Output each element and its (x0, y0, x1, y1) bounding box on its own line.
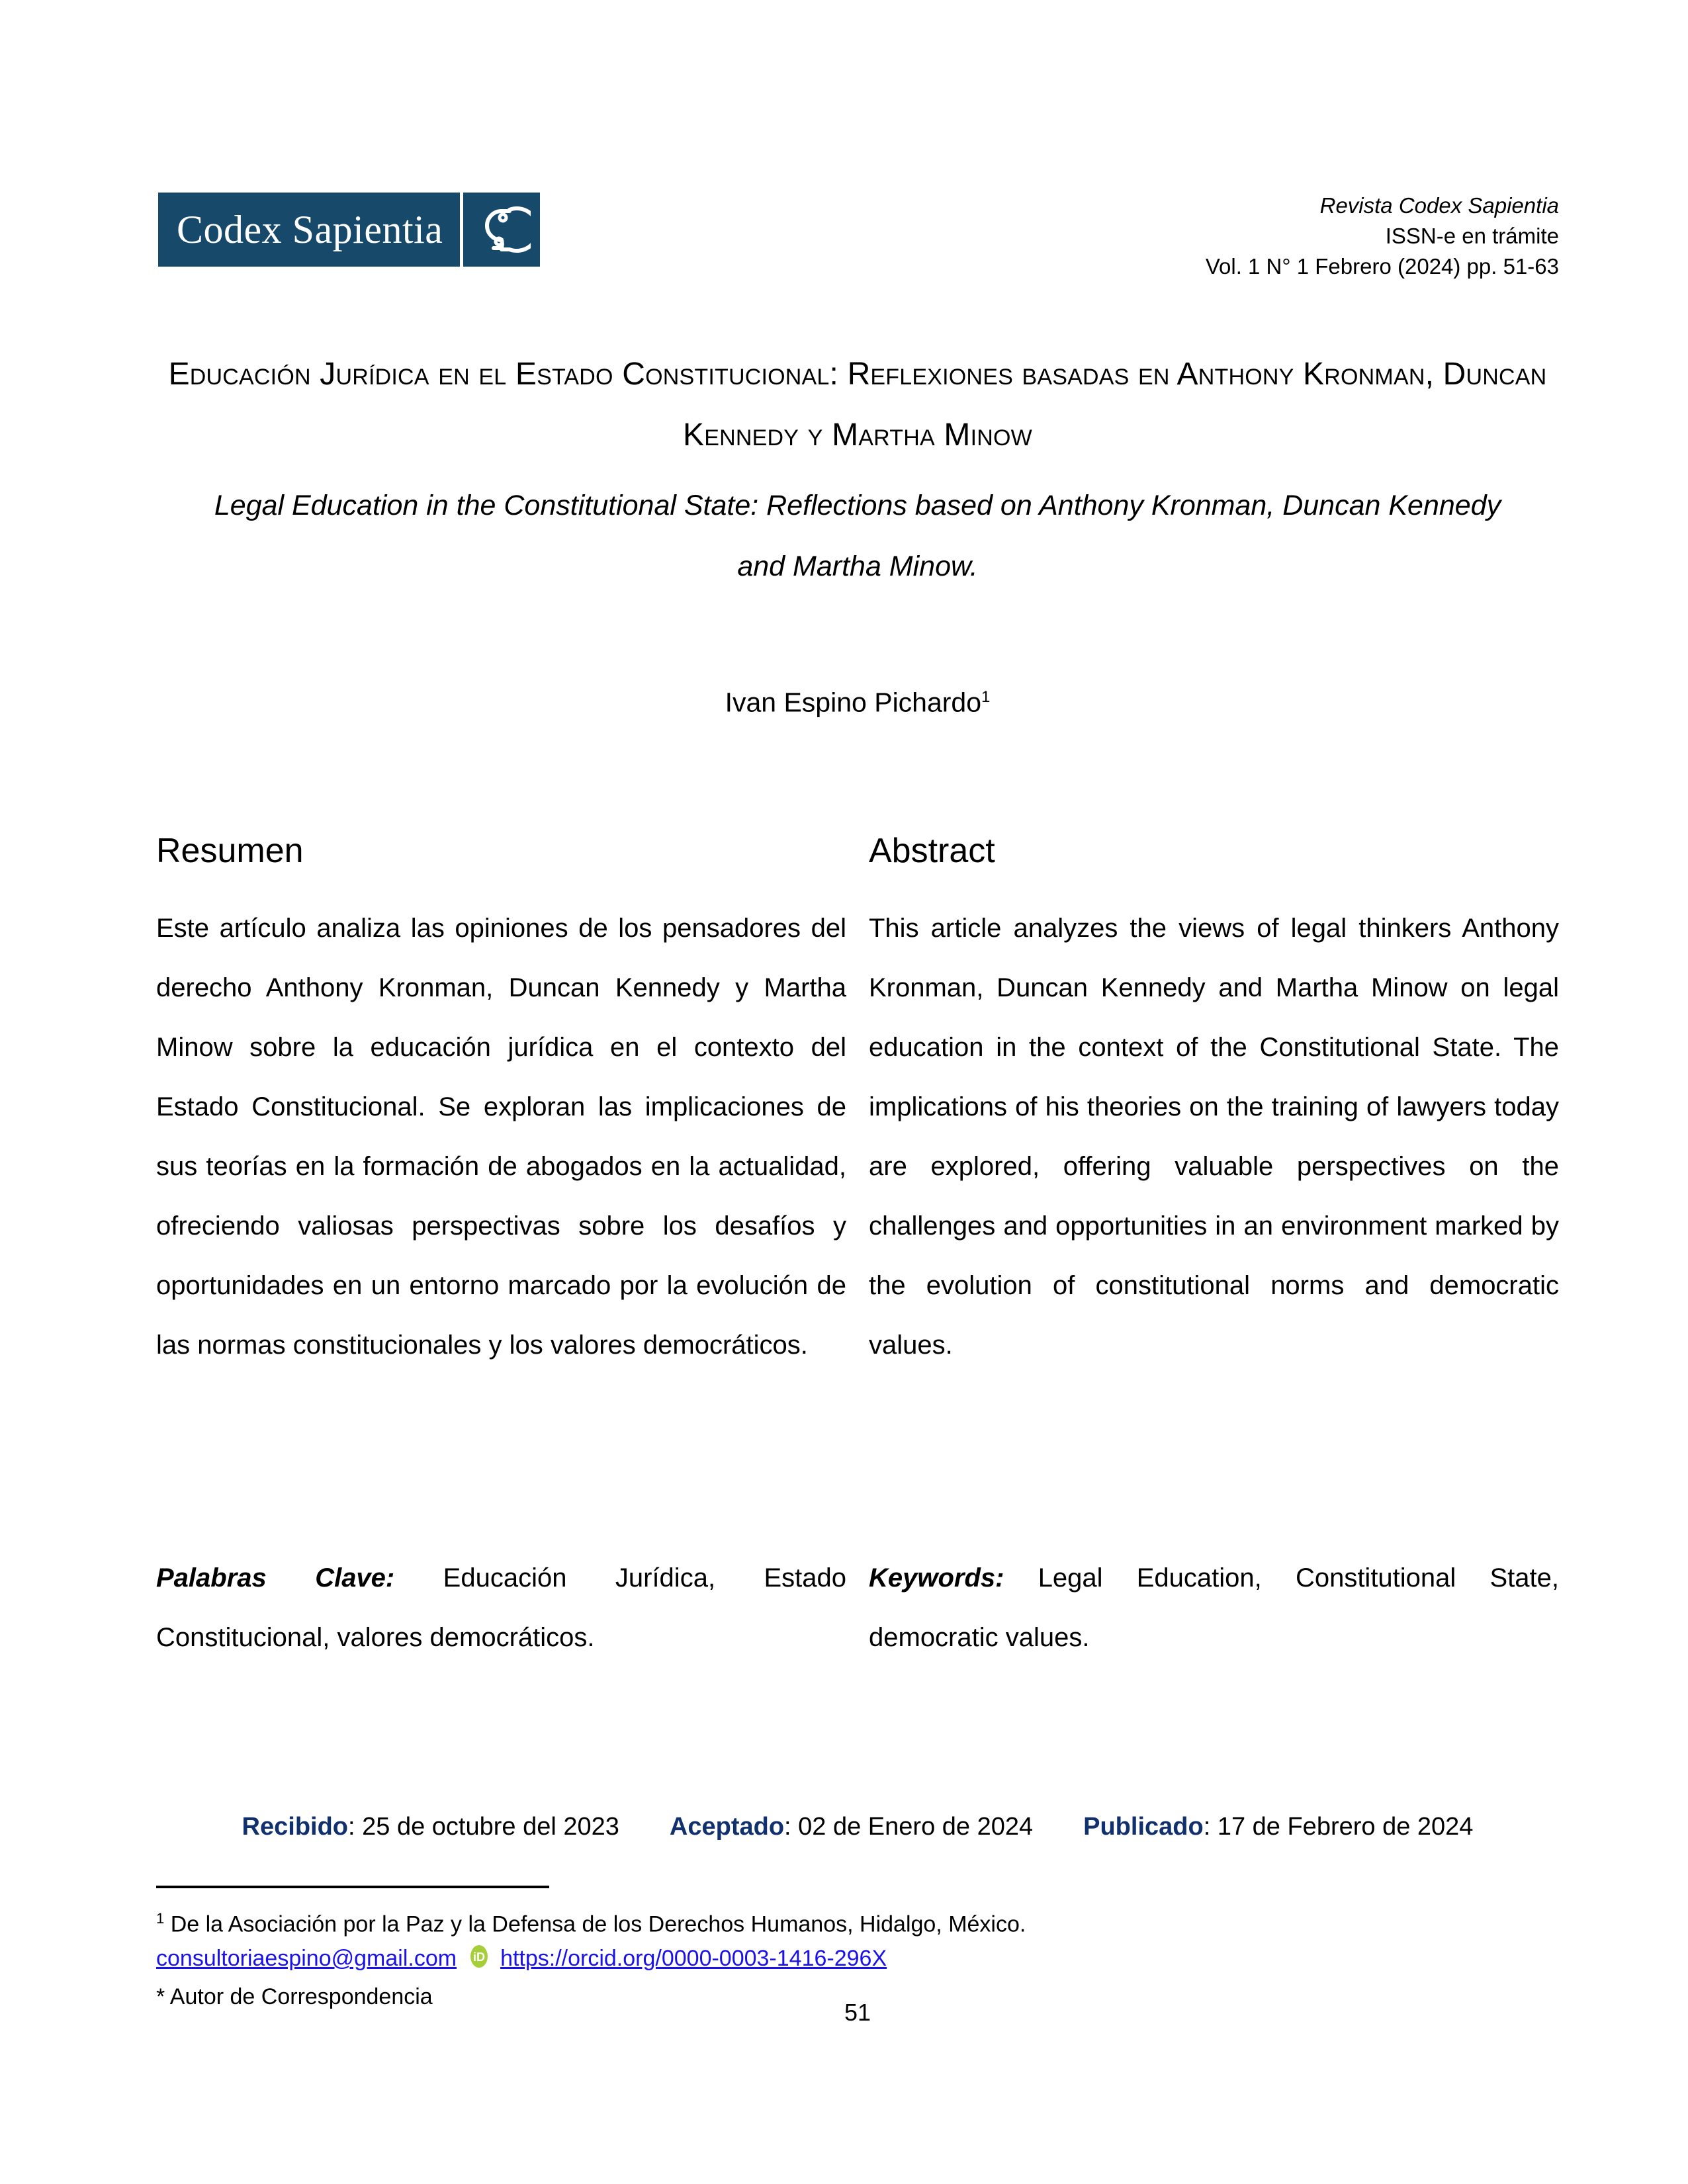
keywords-line (869, 1548, 1559, 1667)
abstract-body: This article analyzes the views of legal thinkers Anthony Kronman, Duncan Kennedy and Martha Minow on legal education in the context of the Constitutional State. The implications of his theories on the training of lawyers today are explored, offering valuable perspectives on the challenges and opportunities in an environment marked by the evolution of constitutional norms and democratic values. (869, 914, 1559, 1360)
abstract-heading: Abstract (869, 832, 995, 870)
page-number: 51 (844, 1999, 871, 2026)
footnote-affiliation-line (156, 1901, 1559, 1941)
page-content (156, 0, 1559, 2184)
date-received (242, 1810, 619, 1844)
publication-dates (156, 1810, 1559, 1844)
abstract-column-es (156, 831, 846, 1375)
svg-text:iD: iD (473, 1950, 486, 1964)
article-title-es: Educación Jurídica en el Estado Constitucional: Reflexiones basadas en Anthony Kronman, Duncan Kennedy y Martha Minow (168, 357, 1547, 453)
journal-volume-line: Vol. 1 N° 1 Febrero (2024) pp. 51-63 (1205, 254, 1559, 279)
keywords-row (156, 1548, 1559, 1667)
date-published-label: Publicado (1083, 1813, 1204, 1841)
footnote-block (156, 1886, 1559, 2014)
date-accepted-label: Aceptado (669, 1813, 785, 1841)
abstract-column-en (869, 831, 1559, 1375)
title-block (156, 344, 1559, 719)
journal-info (1206, 191, 1559, 282)
resumen-body: Este artículo analiza las opiniones de los pensadores del derecho Anthony Kronman, Duncan Kennedy y Martha Minow sobre la educación jurídica en el contexto del Estado Constitucional. Se exploran las implicaciones de sus teorías en la formación de abogados en la actualidad, ofreciendo valiosas perspectivas sobre los desafíos y oportunidades en un entorno marcado por la evolución de las normas constitucionales y los valores democráticos. (156, 914, 846, 1360)
orcid-id-icon (466, 1943, 492, 1980)
journal-logo (156, 191, 542, 269)
date-accepted-value: : 02 de Enero de 2024 (784, 1813, 1034, 1841)
article-title-en: Legal Education in the Constitutional State: Reflections based on Anthony Kronman, Duncan Kennedy and Martha Minow. (214, 490, 1501, 582)
journal-issn: ISSN-e en trámite (1385, 224, 1559, 248)
correspondence-note: * Autor de Correspondencia (156, 1984, 433, 2010)
palabras-clave-value: Educación Jurídica, Estado Constitucional, valores democráticos. (156, 1563, 846, 1652)
footnote-separator-rule (156, 1886, 549, 1888)
journal-name: Revista Codex Sapientia (1319, 193, 1559, 218)
abstract-columns (156, 831, 1559, 1375)
date-received-label: Recibido (242, 1813, 349, 1841)
orcid-link[interactable]: https://orcid.org/0000-0003-1416-296X (500, 1946, 887, 1972)
masthead (156, 191, 1559, 290)
date-accepted (670, 1810, 1033, 1844)
keywords-label: Keywords: (869, 1563, 1004, 1593)
palabras-clave-label: Palabras Clave: (156, 1563, 395, 1593)
author-footnote-marker: 1 (981, 688, 991, 706)
footnote-contact-line (156, 1941, 1559, 1980)
keywords-en (869, 1548, 1559, 1667)
resumen-heading: Resumen (156, 832, 304, 870)
date-published (1083, 1810, 1473, 1844)
author-line (156, 681, 1559, 719)
date-published-value: : 17 de Febrero de 2024 (1203, 1813, 1474, 1841)
footnote-affiliation-text: De la Asociación por la Paz y la Defensa de los Derechos Humanos, Hidalgo, México. (164, 1911, 1026, 1937)
keywords-es (156, 1548, 846, 1667)
author-name: Ivan Espino Pichardo (725, 687, 982, 718)
date-received-value: : 25 de octubre del 2023 (348, 1813, 619, 1841)
author-email-link[interactable]: consultoriaespino@gmail.com (156, 1946, 457, 1972)
footnote-marker: 1 (156, 1910, 165, 1927)
journal-logo-wordmark: Codex Sapientia (158, 193, 460, 267)
palabras-clave-line (156, 1548, 846, 1667)
keywords-value: Legal Education, Constitutional State, democratic values. (869, 1563, 1559, 1652)
codex-emblem-icon (463, 193, 540, 267)
